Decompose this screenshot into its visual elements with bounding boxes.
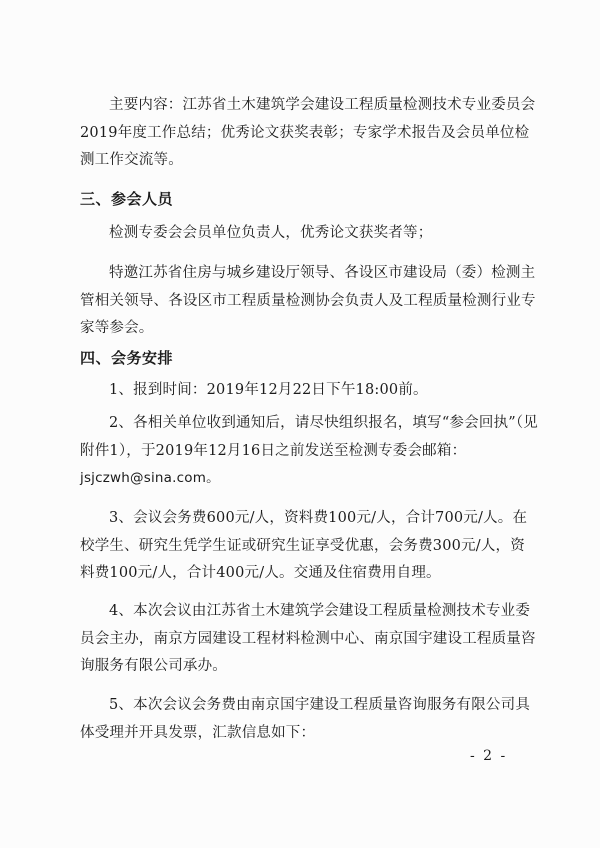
arrangement-item-4: 4、本次会议由江苏省土木建筑学会建设工程质量检测技术专业委员会主办，南京方园建设工程材料检测中心、南京国宇建设工程质量咨询服务有限公司承办。 <box>80 603 536 674</box>
section-3-heading: 三、参会人员 <box>80 190 174 208</box>
section-3-paragraph-2: 特邀江苏省住房与城乡建设厅领导、各设区市建设局（委）检测主管相关领导、各设区市工程质量检测协会负责人及工程质量检测行业专家等参会。 <box>80 265 536 336</box>
intro-paragraph: 主要内容：江苏省土木建筑学会建设工程质量检测技术专业委员会2019年度工作总结；优秀论文获奖表彰；专家学术报告及会员单位检测工作交流等。 <box>80 97 536 168</box>
arrangement-item-5: 5、本次会议会务费由南京国宇建设工程质量咨询服务有限公司具体受理并开具发票，汇款信息如下： <box>80 697 531 741</box>
section-4-heading: 四、会务安排 <box>80 349 174 367</box>
arrangement-item-2 <box>80 410 538 493</box>
arrangement-item-1: 1、报到时间：2019年12月22日下午18:00前。 <box>109 382 428 398</box>
email-address: jsjczwh@sina.com。 <box>80 470 220 486</box>
arrangement-item-3: 3、会议会务费600元/人，资料费100元/人，合计700元/人。在校学生、研究生凭学生证或研究生证享受优惠，会务费300元/人，资料费100元/人，合计400元/人。交通及住宿费用自理。 <box>80 510 528 581</box>
section-3-paragraph-1: 检测专委会会员单位负责人，优秀论文获奖者等； <box>109 225 433 241</box>
page-number: - 2 - <box>470 748 508 764</box>
arrangement-item-2-text: 2、各相关单位收到通知后，请尽快组织报名，填写“参会回执”（见附件1），于2019年12月16日之前发送至检测专委会邮箱： <box>80 415 538 459</box>
